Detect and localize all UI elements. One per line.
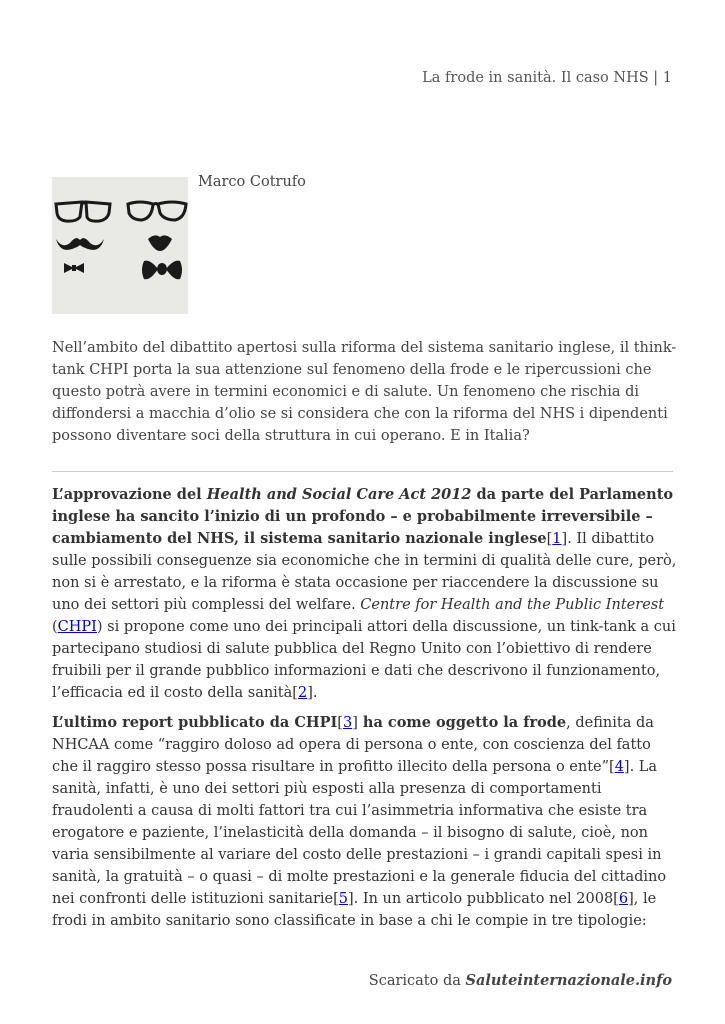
paragraph-1: L’approvazione del Health and Social Care Act 2012 da parte del Parlamento inglese ha sancito l’inizio di un profondo – e probabilmente irreversibile – cambiamento del NHS, il sistema sanitario nazionale inglese[1]. Il dibattito sulle possibili conseguenze sia economiche che in termini di qualità delle cure, però, non si è arrestato, e la riforma è stata occasione per riaccendere la discussione su uno dei settori più complessi del welfare. Centre for Health and the Public Interest (CHPI) si propone come uno dei principali attori della discussione, un tink-tank a cui partecipano studiosi di salute pubblica del Regno Unito con l’obiettivo di rendere fruibili per il grande pubblico informazioni e dati che descrivono il funzionamento, l’efficacia ed il costo della sanità[2].	[52, 486, 677, 701]
divider	[52, 471, 673, 472]
bold-text: L’ultimo report pubblicato da CHPI	[52, 714, 338, 731]
act-title: Health and Social Care Act 2012	[206, 486, 472, 503]
org-name: Centre for Health and the Public Interest	[360, 597, 665, 613]
footnote-link-2[interactable]: 2	[297, 685, 308, 701]
footnote-link-5[interactable]: 5	[338, 891, 348, 907]
running-header: La frode in sanità. Il caso NHS | 1	[422, 70, 672, 86]
bold-text: da parte del Parlamento inglese ha sancito l’inizio di un profondo – e probabilmente irreversibile – cambiamento del NHS, il sistema sanitario nazionale inglese	[52, 486, 674, 547]
site-name: Saluteinternazionale.info	[465, 972, 672, 989]
page-footer: Scaricato da Saluteinternazionale.info	[368, 972, 672, 989]
paragraph-2: L’ultimo report pubblicato da CHPI[3] ha come oggetto la frode, definita da NHCAA come “raggiro doloso ad opera di persona o ente, con coscienza del fatto che il raggiro stesso possa risultare in profitto illecito della persona o ente”[4]. La sanità, infatti, è uno dei settori più esposti alla presenza di comportamenti fraudolenti a causa di molti fattori tra cui l’asimmetria informativa che esiste tra erogatore e paziente, l’inelasticità della domanda – il bisogno di salute, cioè, non varia sensibilmente al variare del costo delle prestazioni – i grandi capitali spesi in sanità, la gratuità – o quasi – di molte prestazioni e la generale fiducia del cittadino nei confronti delle istituzioni sanitarie[5]. In un articolo pubblicato nel 2008[6], le frodi in ambito sanitario sono classificate in base a chi le compie in tre tipologie:	[52, 714, 667, 929]
footnote-link-3[interactable]: 3	[342, 715, 353, 731]
article-thumbnail	[52, 177, 188, 314]
footnote-link-4[interactable]: 4	[614, 759, 624, 775]
footnote-link-1[interactable]: 1	[552, 531, 562, 547]
author-name: Marco Cotrufo	[198, 174, 306, 190]
footnote-link-6[interactable]: 6	[618, 891, 629, 907]
glasses-mustache-icon	[52, 177, 188, 314]
bold-text: L’approvazione del	[52, 486, 207, 503]
chpi-link[interactable]: CHPI	[57, 619, 97, 635]
bold-text: ha come oggetto la frode	[357, 714, 567, 731]
article-intro: Nell’ambito del dibattito apertosi sulla riforma del sistema sanitario inglese, il think-tank CHPI porta la sua attenzione sul fenomeno della frode e le ripercussioni che questo potrà avere in termini economici e di salute. Un fenomeno che rischia di diffondersi a macchia d’olio se si considera che con la riforma del NHS i dipendenti possono diventare soci della struttura in cui operano. E in Italia?	[52, 340, 677, 444]
article-body	[52, 484, 680, 940]
